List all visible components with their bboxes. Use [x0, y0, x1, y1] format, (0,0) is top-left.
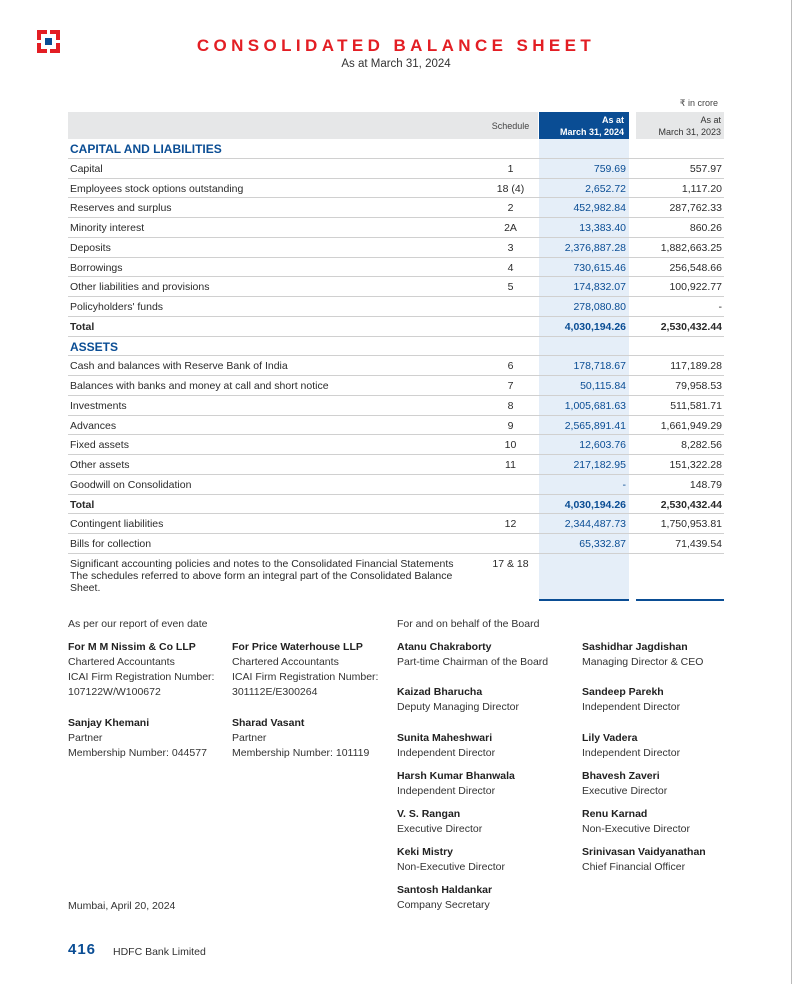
row-label: Other liabilities and provisions — [70, 281, 210, 294]
row-previous-value: 1,750,953.81 — [660, 518, 722, 531]
row-previous-value: 8,282.56 — [681, 439, 722, 452]
table-row — [68, 198, 724, 218]
signatory-role: Independent Director — [397, 747, 496, 759]
row-current-value: - — [622, 478, 626, 491]
row-label: Policyholders' funds — [70, 301, 164, 313]
table-row — [68, 455, 724, 475]
auditor-block-1 — [68, 640, 214, 761]
row-label: Reserves and surplus — [70, 202, 172, 215]
page-number: 416 — [68, 941, 97, 958]
section-header-assets — [68, 337, 724, 357]
table-header-bar — [68, 112, 538, 139]
row-label: Investments — [70, 399, 127, 412]
row-schedule: 4 — [507, 261, 514, 274]
auditor-role: Partner — [68, 732, 103, 744]
auditor-block-2 — [232, 640, 378, 761]
row-label: Borrowings — [70, 261, 123, 274]
row-label: Contingent liabilities — [70, 518, 164, 531]
previous-header-line1: As at — [700, 115, 721, 125]
row-schedule: 18 (4) — [496, 182, 525, 195]
current-year-column-header — [539, 112, 629, 139]
board-signatory — [582, 807, 690, 837]
row-previous-value: 2,530,432.44 — [660, 498, 722, 511]
row-schedule: 10 — [504, 439, 517, 452]
row-schedule: 6 — [507, 360, 514, 373]
signatory-name: Atanu Chakraborty — [397, 641, 492, 653]
signatory-name: Lily Vadera — [582, 732, 638, 744]
row-previous-value: 256,548.66 — [669, 261, 722, 274]
row-previous-value: 1,882,663.25 — [660, 241, 722, 254]
row-schedule: 9 — [507, 419, 514, 432]
signatory-name: Sashidhar Jagdishan — [582, 641, 688, 653]
current-header-line2: March 31, 2024 — [559, 127, 624, 137]
signatory-role: Independent Director — [582, 747, 681, 759]
auditor-firm: For M M Nissim & Co LLP — [68, 641, 196, 653]
current-column-bottom-rule — [539, 599, 629, 601]
row-current-value: 178,718.67 — [573, 360, 626, 373]
row-previous-value: 287,762.33 — [669, 202, 722, 215]
auditor-line: ICAI Firm Registration Number: — [68, 671, 215, 683]
notes-text: Significant accounting policies and notes to the Consolidated Financial Statements The schedules referred to above form an integral part of the Consolidated Balance Sheet. — [70, 557, 454, 594]
table-row — [68, 475, 724, 495]
auditor-line: 301112E/E300264 — [232, 686, 318, 698]
row-previous-value: 860.26 — [689, 222, 722, 234]
board-signatory — [397, 685, 519, 715]
table-row — [68, 277, 724, 297]
row-current-value: 759.69 — [593, 162, 626, 175]
previous-header-line2: March 31, 2023 — [658, 127, 721, 137]
signatory-name: Harsh Kumar Bhanwala — [397, 770, 515, 782]
signatory-role: Executive Director — [397, 823, 483, 835]
auditor-line: ICAI Firm Registration Number: — [232, 671, 379, 683]
row-current-value: 278,080.80 — [573, 301, 626, 313]
table-row — [68, 238, 724, 258]
row-current-value: 2,652.72 — [585, 182, 626, 195]
board-signatory — [582, 640, 703, 670]
signatory-role: Deputy Managing Director — [397, 701, 519, 713]
row-previous-value: - — [718, 301, 722, 313]
row-label: Minority interest — [70, 222, 145, 234]
signatory-name: Sunita Maheshwari — [397, 732, 493, 744]
page-title: CONSOLIDATED BALANCE SHEET — [196, 36, 596, 55]
row-label: Other assets — [70, 459, 130, 471]
row-current-value: 2,376,887.28 — [564, 241, 626, 254]
board-signatory — [397, 883, 492, 913]
table-row — [68, 514, 724, 534]
balance-sheet-table — [68, 139, 724, 599]
signatory-name: Sandeep Parekh — [582, 686, 664, 698]
signatory-name: Kaizad Bharucha — [397, 686, 483, 698]
table-row — [68, 179, 724, 199]
auditor-person: Sanjay Khemani — [68, 717, 150, 729]
signatory-role: Part-time Chairman of the Board — [397, 656, 549, 668]
signatory-role: Non-Executive Director — [397, 861, 505, 873]
row-schedule: 2A — [504, 222, 517, 234]
signatory-role: Managing Director & CEO — [582, 656, 704, 668]
board-signatory — [397, 640, 548, 670]
place-date: Mumbai, April 20, 2024 — [68, 900, 176, 912]
row-current-value: 174,832.07 — [573, 281, 626, 294]
table-row — [68, 435, 724, 455]
table-row — [68, 534, 724, 554]
table-row — [68, 218, 724, 238]
signatory-role: Independent Director — [582, 701, 681, 713]
liabilities-total-row — [68, 317, 724, 337]
row-schedule: 11 — [505, 459, 516, 471]
signatory-name: Santosh Haldankar — [397, 884, 493, 896]
table-row — [68, 159, 724, 179]
section-header-liabilities — [68, 139, 724, 159]
row-current-value: 452,982.84 — [573, 202, 626, 215]
row-label: Cash and balances with Reserve Bank of India — [70, 360, 288, 373]
signatory-role: Executive Director — [582, 785, 668, 797]
previous-column-bottom-rule — [636, 599, 724, 601]
signatory-role: Company Secretary — [397, 899, 490, 911]
notes-schedule: 17 & 18 — [492, 557, 529, 570]
board-signatory — [397, 807, 482, 837]
row-label: Total — [70, 320, 95, 333]
row-current-value: 4,030,194.26 — [564, 320, 626, 333]
row-label: Deposits — [70, 241, 111, 254]
signatory-name: Srinivasan Vaidyanathan — [582, 846, 706, 858]
currency-note: ₹ in crore — [679, 98, 718, 108]
previous-year-column-header — [636, 112, 724, 139]
row-current-value: 12,603.76 — [579, 439, 626, 452]
row-current-value: 13,383.40 — [579, 222, 626, 234]
auditor-line: Chartered Accountants — [232, 656, 339, 668]
notes-row — [68, 554, 724, 599]
board-intro: For and on behalf of the Board — [397, 618, 540, 630]
auditor-membership: Membership Number: 044577 — [68, 747, 207, 759]
row-label: Bills for collection — [70, 538, 152, 550]
row-label: Fixed assets — [70, 439, 129, 452]
row-previous-value: 2,530,432.44 — [660, 320, 722, 333]
row-label: Balances with banks and money at call and short notice — [70, 380, 329, 392]
row-label: Goodwill on Consolidation — [70, 478, 192, 491]
report-intro: As per our report of even date — [68, 618, 208, 630]
board-signatory — [397, 769, 515, 799]
row-current-value: 2,565,891.41 — [564, 419, 626, 432]
board-signatory — [582, 685, 680, 715]
board-signatory — [582, 769, 667, 799]
schedule-column-header: Schedule — [491, 121, 530, 131]
table-row — [68, 416, 724, 436]
row-schedule: 8 — [507, 399, 514, 412]
row-previous-value: 511,581.71 — [670, 399, 722, 412]
row-label: Advances — [70, 419, 117, 432]
row-schedule: 12 — [504, 518, 517, 531]
signatory-role: Non-Executive Director — [582, 823, 690, 835]
row-previous-value: 148.79 — [689, 478, 722, 491]
section-title: CAPITAL AND LIABILITIES — [70, 142, 222, 156]
row-previous-value: 1,117.20 — [681, 182, 722, 195]
row-previous-value: 117,189.28 — [670, 360, 722, 373]
assets-total-row — [68, 495, 724, 515]
board-signatory — [397, 845, 505, 875]
signatory-name: Bhavesh Zaveri — [582, 770, 660, 782]
row-schedule: 7 — [507, 380, 514, 392]
row-previous-value: 79,958.53 — [675, 380, 722, 392]
row-previous-value: 71,439.54 — [675, 538, 722, 550]
row-current-value: 1,005,681.63 — [564, 399, 626, 412]
table-row — [68, 258, 724, 278]
row-previous-value: 1,661,949.29 — [660, 419, 722, 432]
auditor-firm: For Price Waterhouse LLP — [232, 641, 363, 653]
table-row — [68, 356, 724, 376]
footer-company: HDFC Bank Limited — [113, 946, 206, 958]
auditor-line: 107122W/W100672 — [68, 686, 161, 698]
current-header-line1: As at — [601, 115, 624, 125]
board-signatory — [397, 731, 495, 761]
table-row — [68, 297, 724, 317]
auditor-role: Partner — [232, 732, 267, 744]
row-schedule: 1 — [507, 162, 514, 175]
row-schedule: 2 — [507, 202, 514, 215]
board-signatory — [582, 731, 680, 761]
row-schedule: 3 — [507, 241, 514, 254]
row-label: Employees stock options outstanding — [70, 182, 244, 195]
signatory-name: V. S. Rangan — [397, 808, 461, 820]
row-current-value: 217,182.95 — [573, 459, 626, 471]
row-current-value: 50,115.84 — [580, 380, 626, 392]
signatory-name: Keki Mistry — [397, 846, 454, 858]
row-previous-value: 557.97 — [689, 162, 722, 175]
row-schedule: 5 — [507, 281, 514, 294]
row-previous-value: 151,322.28 — [669, 459, 722, 471]
table-row — [68, 396, 724, 416]
row-current-value: 65,332.87 — [579, 538, 626, 550]
row-previous-value: 100,922.77 — [669, 281, 722, 294]
row-current-value: 2,344,487.73 — [564, 518, 626, 531]
signatory-role: Independent Director — [397, 785, 496, 797]
row-label: Total — [70, 498, 95, 511]
page-subtitle: As at March 31, 2024 — [341, 58, 451, 70]
auditor-line: Chartered Accountants — [68, 656, 175, 668]
board-signatory — [582, 845, 706, 875]
signatory-name: Renu Karnad — [582, 808, 648, 820]
table-row — [68, 376, 724, 396]
row-label: Capital — [70, 162, 103, 175]
section-title: ASSETS — [70, 339, 119, 354]
signatory-role: Chief Financial Officer — [582, 861, 686, 873]
auditor-membership: Membership Number: 101119 — [232, 747, 370, 759]
row-current-value: 4,030,194.26 — [564, 498, 626, 511]
auditor-person: Sharad Vasant — [232, 717, 305, 729]
row-current-value: 730,615.46 — [573, 261, 626, 274]
